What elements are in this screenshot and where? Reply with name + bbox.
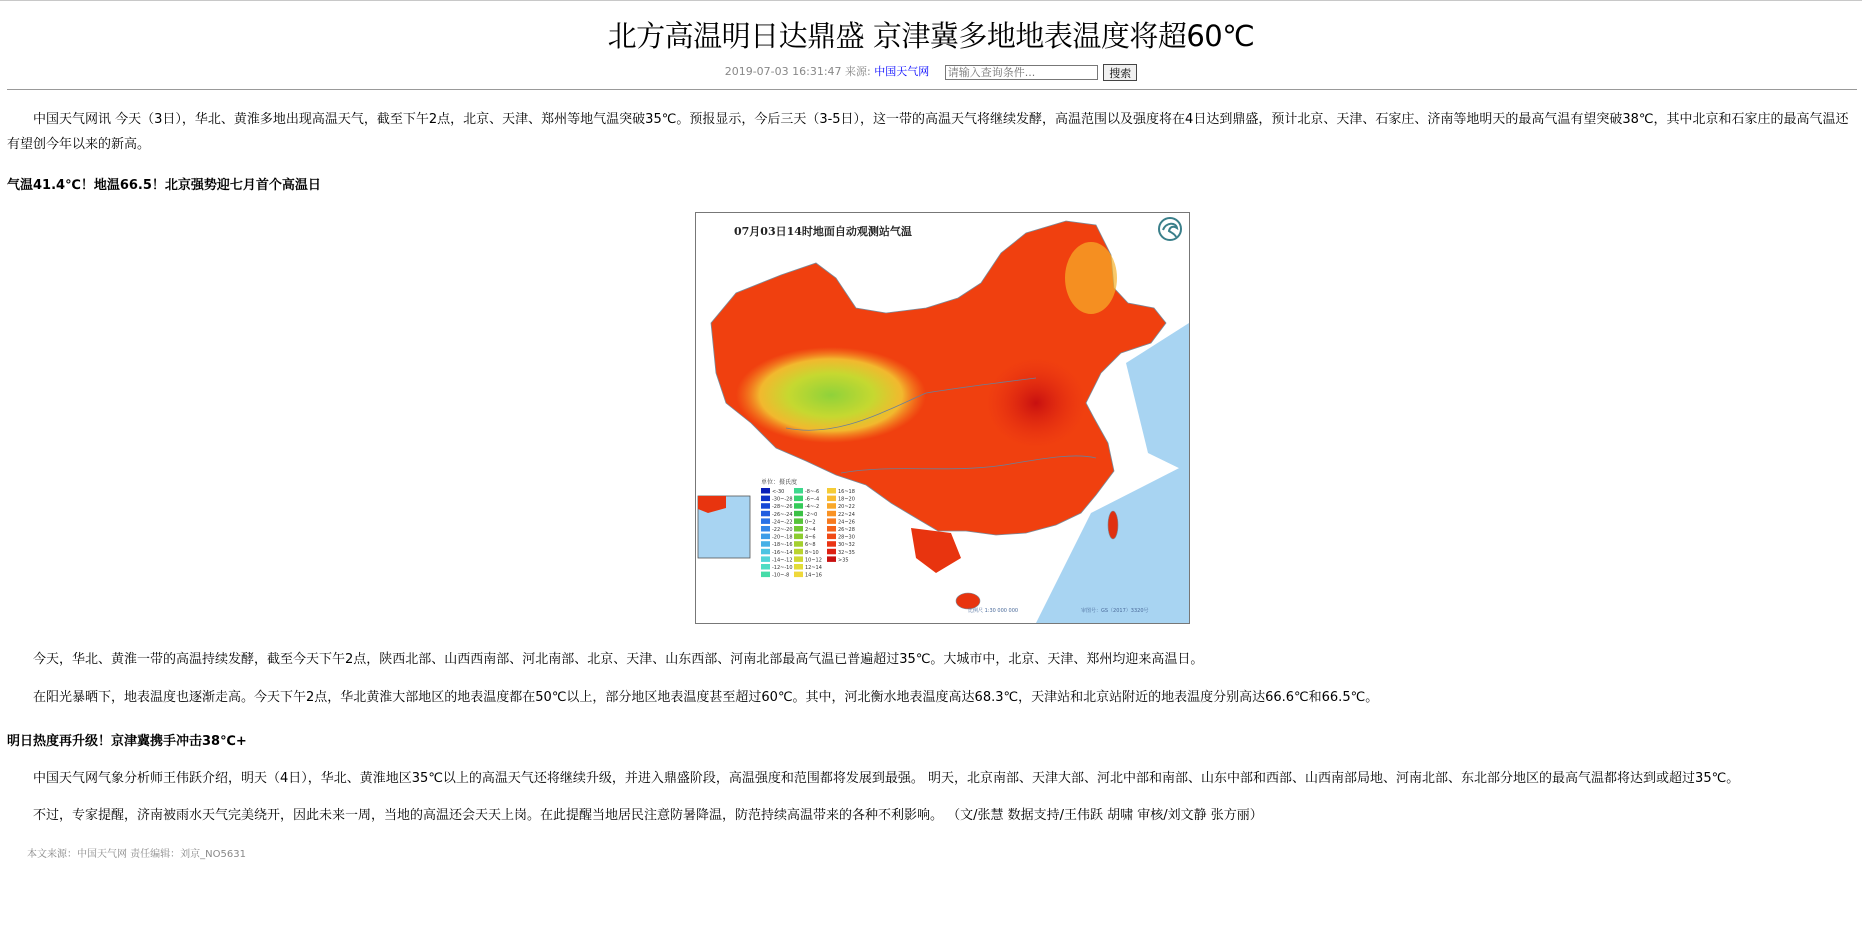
legend-label: 2~4 (805, 527, 816, 533)
legend-label: -30~-28 (772, 496, 793, 503)
legend-label: -8~-6 (805, 489, 820, 495)
legend-label: -20~-18 (772, 534, 793, 541)
legend-swatch (761, 541, 770, 547)
northeast-warm-zone (1065, 242, 1117, 314)
legend-label: -4~-2 (805, 504, 820, 511)
legend-swatch (827, 511, 836, 517)
legend-label: 24~26 (838, 519, 855, 526)
legend-label: >35 (838, 557, 849, 564)
legend-swatch (794, 526, 803, 532)
legend-label: 14~16 (805, 572, 822, 579)
legend-label: -24~-22 (772, 519, 793, 526)
legend-swatch (794, 572, 803, 578)
legend-label: 12~14 (805, 565, 822, 571)
top-border (0, 0, 1862, 1)
legend-swatch (761, 488, 770, 494)
legend-label: <-30 (772, 489, 785, 495)
temperature-map-image (695, 212, 1190, 624)
legend-label: 8~10 (805, 549, 819, 556)
legend-swatch (794, 534, 803, 540)
legend-swatch (794, 518, 803, 524)
legend-label: -22~-20 (772, 527, 793, 533)
legend-swatch (794, 503, 803, 509)
paragraph-advice: 不过，专家提醒，济南被雨水天气完美绕开，因此未来一周，当地的高温还会天天上岗。在此提醒当地居民注意防暑降温，防范持续高温带来的各种不利影响。 （文/张慧 数据支持/王伟跃 胡啸 审核/刘文静 张方丽） (33, 808, 1263, 823)
legend-swatch (794, 556, 803, 562)
legend-swatch (761, 503, 770, 509)
legend-label: -14~-12 (772, 557, 793, 564)
legend-swatch (794, 541, 803, 547)
source-label: 来源: (845, 65, 871, 78)
legend-swatch (761, 549, 770, 555)
paragraph-intro: 中国天气网讯 今天（3日），华北、黄淮多地出现高温天气，截至下午2点，北京、天津、郑州等地气温突破35℃。预报显示，今后三天（3-5日），这一带的高温天气将继续发酵，高温范围以及强度将在4日达到鼎盛，预计北京、天津、石家庄、济南等地明天的最高气温有望突破38℃，其中北京和石家庄的最高气温还有望创今年以来的新高。 (7, 112, 1849, 152)
article-meta (0, 63, 1862, 81)
paragraph-forecast: 中国天气网气象分析师王伟跃介绍，明天（4日），华北、黄淮地区35℃以上的高温天气还将继续升级，并进入鼎盛阶段，高温强度和范围都将发展到最强。 明天，北京南部、天津大部、河北中部和南部、山东中部和西部、山西南部局地、河南北部、东北部分地区的最高气温都将达到或超过35℃。 (33, 771, 1740, 786)
subheading-1: 气温41.4℃！地温66.5！北京强势迎七月首个高温日 (7, 178, 321, 193)
legend-swatch (761, 534, 770, 540)
legend-swatch (794, 496, 803, 502)
legend-swatch (761, 511, 770, 517)
article-footer: 本文来源：中国天气网 责任编辑：刘京_NO5631 (27, 849, 246, 860)
legend-label: 18~20 (838, 496, 855, 503)
paragraph-today: 今天，华北、黄淮一带的高温持续发酵，截至今天下午2点，陕西北部、山西西南部、河北南部、北京、天津、山东西部、河南北部最高气温已普遍超过35℃。大城市中，北京、天津、郑州均迎来高温日。 (33, 652, 1204, 667)
legend-label: -28~-26 (772, 504, 793, 511)
legend-swatch (827, 503, 836, 509)
legend-label: 0~2 (805, 519, 816, 526)
legend-label: -12~-10 (772, 565, 793, 571)
legend-label: -10~-8 (772, 572, 790, 579)
legend-label: -26~-24 (772, 511, 793, 518)
map-review-number: 审图号：GS（2017）3320号 (1081, 608, 1149, 614)
legend-swatch (827, 541, 836, 547)
taiwan-island (1108, 511, 1118, 539)
legend-swatch (794, 488, 803, 494)
source-link[interactable]: 中国天气网 (874, 65, 930, 78)
search-button[interactable]: 搜索 (1103, 64, 1137, 81)
legend-label: 32~35 (838, 549, 855, 556)
hainan-island (956, 593, 980, 609)
legend-swatch (794, 511, 803, 517)
publish-datetime: 2019-07-03 16:31:47 (724, 65, 842, 78)
legend-label: 22~24 (838, 511, 855, 518)
legend-swatch (827, 534, 836, 540)
legend-swatch (827, 518, 836, 524)
legend-swatch (827, 556, 836, 562)
legend-unit: 单位：摄氏度 (761, 479, 798, 486)
page-title: 北方高温明日达鼎盛 京津冀多地地表温度将超60℃ (607, 19, 1255, 53)
paragraph-surface-temp: 在阳光暴晒下，地表温度也逐渐走高。今天下午2点，华北黄淮大部地区的地表温度都在50℃以上，部分地区地表温度甚至超过60℃。其中，河北衡水地表温度高达68.3℃，天津站和北京站附近的地表温度分别高达66.6℃和66.5℃。 (33, 690, 1379, 705)
inset-south-sea (698, 496, 750, 558)
legend-swatch (827, 549, 836, 555)
legend-swatch (761, 572, 770, 578)
legend-swatch (761, 564, 770, 570)
legend-swatch (827, 488, 836, 494)
header-divider (7, 89, 1857, 90)
legend-label: 16~18 (838, 489, 855, 495)
legend-swatch (827, 496, 836, 502)
legend-swatch (761, 526, 770, 532)
legend-label: 30~32 (838, 542, 855, 549)
map-title: 07月03日14时地面自动观测站气温 (734, 225, 912, 238)
subheading-2: 明日热度再升级！京津冀携手冲击38℃+ (7, 734, 247, 749)
legend-label: -2~0 (805, 511, 818, 518)
legend-label: 28~30 (838, 534, 855, 541)
legend-swatch (794, 549, 803, 555)
legend-label: -18~-16 (772, 542, 793, 549)
legend-swatch (761, 556, 770, 562)
legend-label: -6~-4 (805, 496, 820, 503)
legend-label: 4~6 (805, 534, 816, 541)
temperature-map (696, 213, 1189, 623)
north-china-hot-zone (986, 358, 1086, 448)
legend-swatch (794, 564, 803, 570)
legend-label: 10~12 (805, 557, 822, 564)
legend-swatch (761, 518, 770, 524)
search-input[interactable] (945, 65, 1098, 80)
legend-label: 20~22 (838, 504, 855, 511)
legend-label: -16~-14 (772, 549, 793, 556)
map-scale: 比例尺 1:30 000 000 (968, 608, 1019, 614)
map-logo (1159, 218, 1181, 240)
legend-swatch (761, 496, 770, 502)
legend-label: 6~8 (805, 542, 816, 549)
legend-label: 26~28 (838, 527, 855, 533)
legend-swatch (827, 526, 836, 532)
